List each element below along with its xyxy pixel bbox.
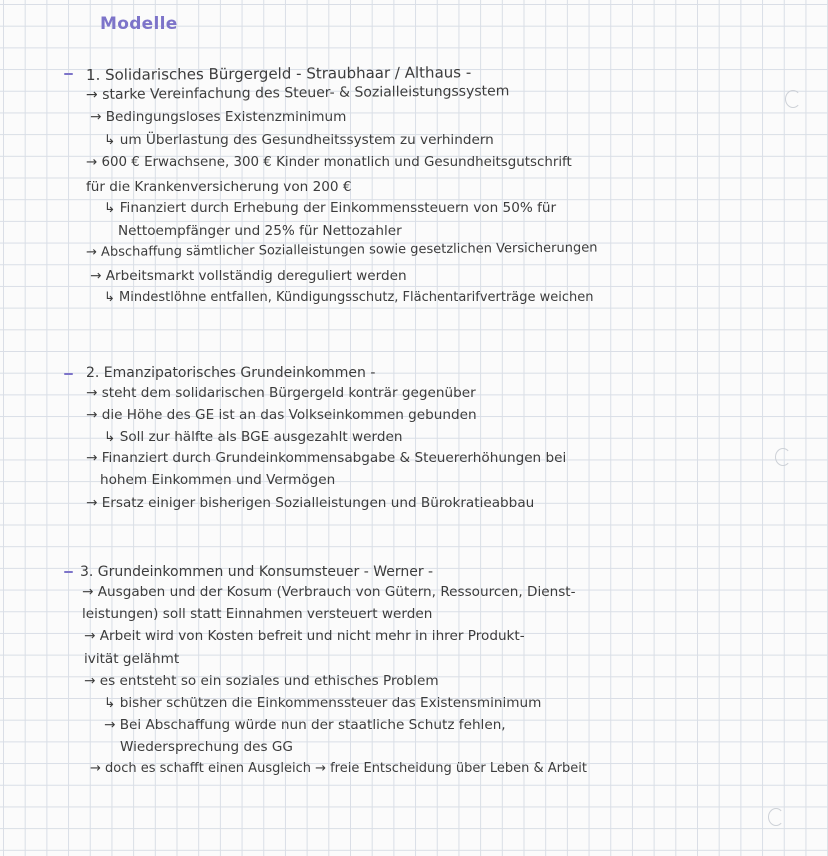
- section-3-line-3: leistungen) soll statt Einnahmen versteuert werden: [82, 606, 433, 622]
- section-1-line-10: → Arbeitsmarkt vollständig dereguliert werden: [90, 268, 407, 284]
- section-3-heading: 3. Grundeinkommen und Konsumsteuer - Werner -: [80, 564, 434, 580]
- section-2-line-3: → die Höhe des GE ist an das Volkseinkommen gebunden: [86, 407, 477, 423]
- section-1-line-5: → 600 € Erwachsene, 300 € Kinder monatlich und Gesundheitsgutschrift: [86, 155, 572, 170]
- section-marker-3: [64, 571, 73, 573]
- section-1-heading: 1. Solidarisches Bürgergeld - Straubhaar / Althaus -: [85, 63, 472, 84]
- section-2-line-7: → Ersatz einiger bisherigen Sozialleistungen und Bürokratieabbau: [86, 495, 535, 511]
- section-marker-2: [64, 373, 73, 375]
- section-1-line-4: ↳ um Überlastung des Gesundheitssystem zu verhindern: [104, 132, 494, 148]
- section-1-line-3: → Bedingungsloses Existenzminimum: [90, 109, 347, 125]
- section-2-line-5: → Finanziert durch Grundeinkommensabgabe & Steuererhöhungen bei: [86, 450, 567, 466]
- punch-hole-top: [785, 90, 801, 108]
- section-1-line-7: ↳ Finanziert durch Erhebung der Einkommenssteuern von 50% für: [104, 200, 557, 216]
- section-2-line-4: ↳ Soll zur hälfte als BGE ausgezahlt werden: [104, 429, 403, 445]
- section-3-line-7: ↳ bisher schützen die Einkommenssteuer das Existensminimum: [104, 695, 542, 711]
- section-3-line-4: → Arbeit wird von Kosten befreit und nicht mehr in ihrer Produkt-: [84, 628, 525, 644]
- section-marker-1: [64, 73, 73, 75]
- section-3-line-5: ivität gelähmt: [84, 651, 180, 667]
- section-1-line-2: → starke Vereinfachung des Steuer- & Sozialleistungssystem: [85, 83, 510, 103]
- section-1-line-6: für die Krankenversicherung von 200 €: [86, 179, 352, 195]
- section-3-line-8: → Bei Abschaffung würde nun der staatliche Schutz fehlen,: [104, 717, 506, 733]
- section-2-line-6: hohem Einkommen und Vermögen: [100, 472, 336, 488]
- section-3-line-10: → doch es schafft einen Ausgleich → freie Entscheidung über Leben & Arbeit: [90, 761, 587, 776]
- section-2-heading: 2. Emanzipatorisches Grundeinkommen -: [86, 365, 376, 381]
- section-2-line-2: → steht dem solidarischen Bürgergeld konträr gegenüber: [86, 385, 476, 401]
- section-1-line-8: Nettoempfänger und 25% für Nettozahler: [118, 223, 402, 239]
- section-3-line-9: Wiedersprechung des GG: [120, 739, 293, 755]
- page-title: Modelle: [100, 14, 178, 34]
- punch-hole-bottom: [768, 808, 784, 826]
- section-1-line-11: ↳ Mindestlöhne entfallen, Kündigungsschutz, Flächentarifverträge weichen: [104, 290, 594, 305]
- section-1-line-9: → Abschaffung sämtlicher Sozialleistungen sowie gesetzlichen Versicherungen: [85, 240, 598, 260]
- section-3-line-2: → Ausgaben und der Kosum (Verbrauch von Gütern, Ressourcen, Dienst-: [82, 584, 576, 600]
- punch-hole-middle: [775, 448, 791, 466]
- section-3-line-6: → es entsteht so ein soziales und ethisches Problem: [84, 673, 439, 689]
